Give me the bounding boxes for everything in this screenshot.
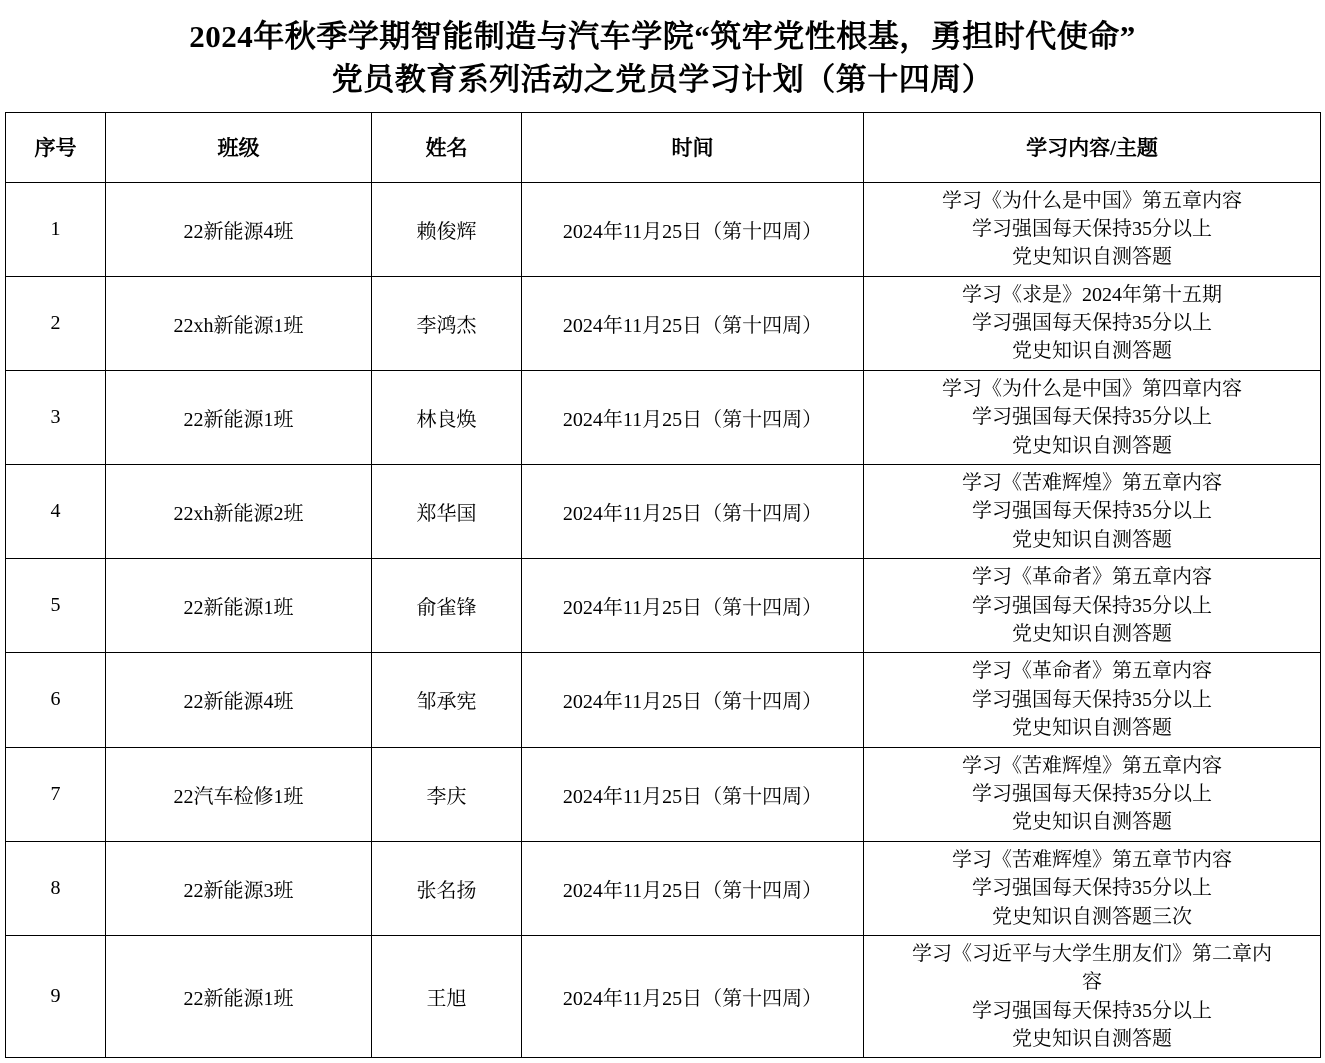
table-row bbox=[6, 276, 1321, 370]
page-title bbox=[0, 0, 1325, 112]
cell-index: 9 bbox=[6, 935, 106, 1058]
topic-line: 学习《苦难辉煌》第五章内容 bbox=[962, 754, 1222, 777]
topic-line: 党史知识自测答题 bbox=[1012, 340, 1172, 363]
cell-class: 22汽车检修1班 bbox=[106, 747, 372, 841]
cell-class: 22xh新能源2班 bbox=[106, 465, 372, 559]
page-title-line-1: 2024年秋季学期智能制造与汽车学院“筑牢党性根基，勇担时代使命” bbox=[189, 19, 1136, 54]
topic-line: 学习《为什么是中国》第四章内容 bbox=[942, 377, 1242, 400]
cell-class: 22新能源1班 bbox=[106, 559, 372, 653]
cell-time: 2024年11月25日（第十四周） bbox=[522, 370, 864, 464]
topic-line: 学习《为什么是中国》第五章内容 bbox=[942, 189, 1242, 212]
cell-topic bbox=[864, 653, 1321, 747]
topic-line: 学习强国每天保持35分以上 bbox=[972, 877, 1212, 900]
cell-topic bbox=[864, 559, 1321, 653]
cell-name: 王旭 bbox=[372, 935, 522, 1058]
cell-name: 张名扬 bbox=[372, 841, 522, 935]
topic-line: 学习强国每天保持35分以上 bbox=[972, 500, 1212, 523]
column-header-class: 班级 bbox=[106, 112, 372, 182]
topic-line: 容 bbox=[1082, 971, 1102, 994]
topic-line: 学习《苦难辉煌》第五章节内容 bbox=[952, 848, 1232, 871]
topic-line: 学习《求是》2024年第十五期 bbox=[962, 283, 1222, 306]
topic-line: 学习强国每天保持35分以上 bbox=[972, 312, 1212, 335]
cell-class: 22新能源4班 bbox=[106, 653, 372, 747]
cell-index: 6 bbox=[6, 653, 106, 747]
cell-name: 邹承宪 bbox=[372, 653, 522, 747]
topic-line: 学习强国每天保持35分以上 bbox=[972, 782, 1212, 805]
topic-line: 学习强国每天保持35分以上 bbox=[972, 217, 1212, 240]
topic-line: 学习强国每天保持35分以上 bbox=[972, 688, 1212, 711]
cell-name: 林良焕 bbox=[372, 370, 522, 464]
table-row bbox=[6, 747, 1321, 841]
table-row bbox=[6, 559, 1321, 653]
column-header-index: 序号 bbox=[6, 112, 106, 182]
topic-line: 党史知识自测答题 bbox=[1012, 717, 1172, 740]
table-row bbox=[6, 182, 1321, 276]
cell-class: 22新能源4班 bbox=[106, 182, 372, 276]
cell-name: 李鸿杰 bbox=[372, 276, 522, 370]
cell-time: 2024年11月25日（第十四周） bbox=[522, 559, 864, 653]
cell-time: 2024年11月25日（第十四周） bbox=[522, 465, 864, 559]
cell-topic bbox=[864, 276, 1321, 370]
topic-line: 党史知识自测答题三次 bbox=[992, 905, 1192, 928]
table-header-row bbox=[6, 112, 1321, 182]
cell-class: 22新能源3班 bbox=[106, 841, 372, 935]
cell-topic bbox=[864, 935, 1321, 1058]
cell-time: 2024年11月25日（第十四周） bbox=[522, 841, 864, 935]
page-title-line-2: 党员教育系列活动之党员学习计划（第十四周） bbox=[331, 61, 994, 97]
column-header-time: 时间 bbox=[522, 112, 864, 182]
cell-index: 5 bbox=[6, 559, 106, 653]
cell-index: 2 bbox=[6, 276, 106, 370]
cell-time: 2024年11月25日（第十四周） bbox=[522, 747, 864, 841]
cell-time: 2024年11月25日（第十四周） bbox=[522, 182, 864, 276]
cell-class: 22xh新能源1班 bbox=[106, 276, 372, 370]
cell-topic bbox=[864, 841, 1321, 935]
table-row bbox=[6, 465, 1321, 559]
cell-index: 3 bbox=[6, 370, 106, 464]
table-row bbox=[6, 653, 1321, 747]
cell-index: 8 bbox=[6, 841, 106, 935]
topic-line: 学习强国每天保持35分以上 bbox=[972, 594, 1212, 617]
topic-line: 学习强国每天保持35分以上 bbox=[972, 999, 1212, 1022]
cell-name: 李庆 bbox=[372, 747, 522, 841]
topic-line: 党史知识自测答题 bbox=[1012, 528, 1172, 551]
cell-topic bbox=[864, 465, 1321, 559]
topic-line: 学习《革命者》第五章内容 bbox=[972, 566, 1212, 589]
cell-time: 2024年11月25日（第十四周） bbox=[522, 276, 864, 370]
topic-line: 党史知识自测答题 bbox=[1012, 1028, 1172, 1051]
table-row bbox=[6, 370, 1321, 464]
cell-class: 22新能源1班 bbox=[106, 370, 372, 464]
topic-line: 党史知识自测答题 bbox=[1012, 434, 1172, 457]
cell-time: 2024年11月25日（第十四周） bbox=[522, 653, 864, 747]
topic-line: 学习《苦难辉煌》第五章内容 bbox=[962, 472, 1222, 495]
cell-name: 郑华国 bbox=[372, 465, 522, 559]
cell-class: 22新能源1班 bbox=[106, 935, 372, 1058]
topic-line: 学习强国每天保持35分以上 bbox=[972, 406, 1212, 429]
cell-topic bbox=[864, 370, 1321, 464]
cell-index: 7 bbox=[6, 747, 106, 841]
topic-line: 党史知识自测答题 bbox=[1012, 623, 1172, 645]
table-row bbox=[6, 841, 1321, 935]
cell-topic bbox=[864, 747, 1321, 841]
cell-time: 2024年11月25日（第十四周） bbox=[522, 935, 864, 1058]
cell-name: 赖俊辉 bbox=[372, 182, 522, 276]
table-body bbox=[6, 182, 1321, 1058]
topic-line: 学习《习近平与大学生朋友们》第二章内 bbox=[912, 942, 1272, 965]
study-plan-table bbox=[5, 112, 1321, 1059]
column-header-name: 姓名 bbox=[372, 112, 522, 182]
topic-line: 党史知识自测答题 bbox=[1012, 246, 1172, 269]
column-header-topic: 学习内容/主题 bbox=[864, 112, 1321, 182]
topic-line: 党史知识自测答题 bbox=[1012, 811, 1172, 834]
cell-index: 1 bbox=[6, 182, 106, 276]
cell-topic bbox=[864, 182, 1321, 276]
cell-name: 俞雀锋 bbox=[372, 559, 522, 653]
cell-index: 4 bbox=[6, 465, 106, 559]
table-row bbox=[6, 935, 1321, 1058]
topic-line: 学习《革命者》第五章内容 bbox=[972, 660, 1212, 683]
